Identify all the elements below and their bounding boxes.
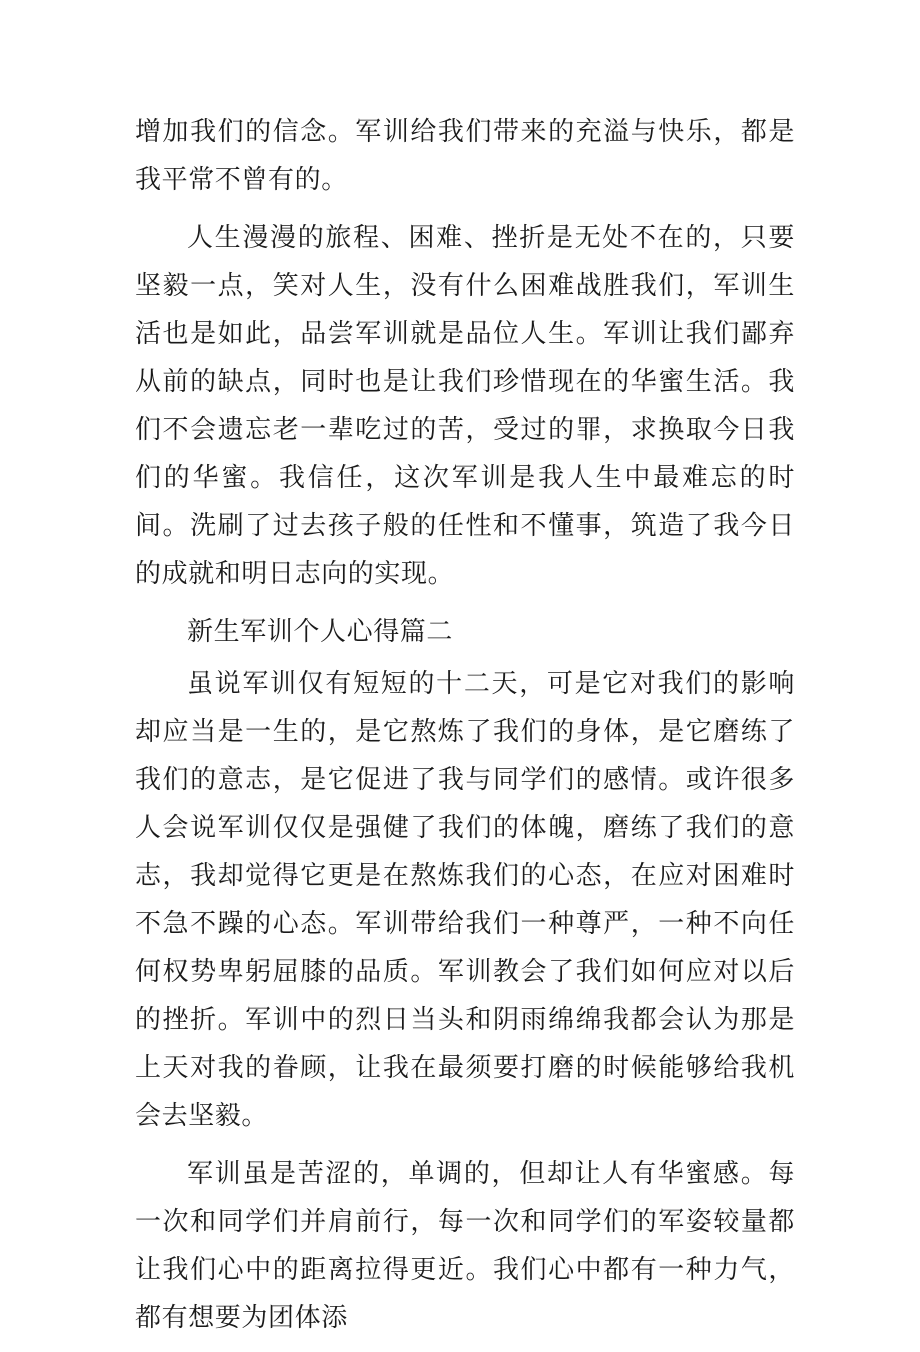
paragraph-1: 增加我们的信念。军训给我们带来的充溢与快乐，都是我平常不曾有的。: [135, 117, 795, 195]
paragraph-3: 虽说军训仅有短短的十二天，可是它对我们的影响却应当是一生的，是它熬炼了我们的身体，是它磨练了我们的意志，是它促进了我与同学们的感情。或许很多人会说军训仅仅是强健了我们的体魄，磨练了我们的意志，我却觉得它更是在熬炼我们的心态，在应对困难时不急不躁的心态。军训带给我们一种尊严，一种不向任何权势卑躬屈膝的品质。军训教会了我们如何应对以后的挫折。军训中的烈日当头和阴雨绵绵我都会认为那是上天对我的眷顾，让我在最须要打磨的时候能够给我机会去坚毅。: [135, 669, 795, 1131]
document-body: [135, 108, 795, 1352]
paragraph-4: 军训虽是苦涩的，单调的，但却让人有华蜜感。每一次和同学们并肩前行，每一次和同学们的军姿较量都让我们心中的距离拉得更近。我们心中都有一种力气，都有想要为团体添: [135, 1159, 795, 1333]
section-heading: 新生军训个人心得篇二: [187, 617, 454, 647]
paragraph-2: 人生漫漫的旅程、困难、挫折是无处不在的，只要坚毅一点，笑对人生，没有什么困难战胜我们，军训生活也是如此，品尝军训就是品位人生。军训让我们鄙弃从前的缺点，同时也是让我们珍惜现在的华蜜生活。我们不会遗忘老一辈吃过的苦，受过的罪，求换取今日我们的华蜜。我信任，这次军训是我人生中最难忘的时间。洗刷了过去孩子般的任性和不懂事，筑造了我今日的成就和明日志向的实现。: [135, 223, 795, 589]
